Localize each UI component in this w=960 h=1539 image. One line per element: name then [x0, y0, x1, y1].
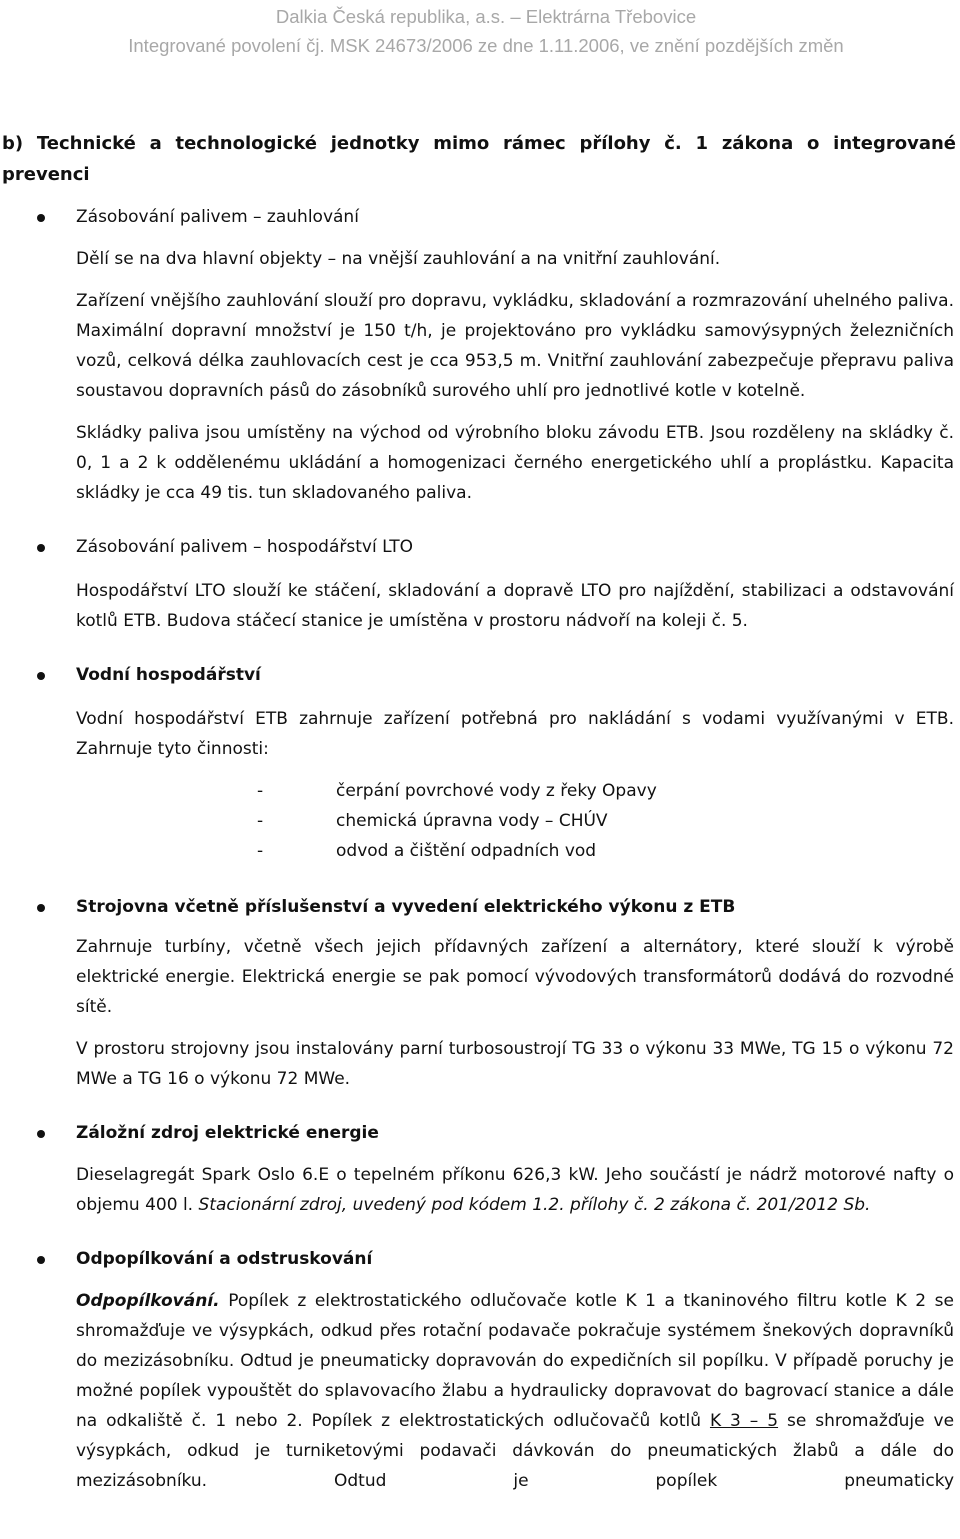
- paragraph: [76, 1160, 954, 1220]
- bullet-icon: [37, 904, 45, 912]
- bullet-icon: [37, 1130, 45, 1138]
- paragraph-text: Popílek z elektrostatického odlučovače kotle K 1 a tkaninového filtru kotle K 2 se shromažďuje ve výsypkách, odkud přes rotační podavače pokračuje systémem šnekových dopravníků do mezizásobníku. Odtud je pneumaticky dopravován do expedičních sil popílku. V případě poruchy je možné popílek vypouštět do splavovacího žlabu a hydraulicky dopravovat do bagrovací stanice a dále na odkaliště č. 1 nebo 2. Popílek z elektrostatických odlučovačů kotlů: [76, 1291, 954, 1431]
- list-item: [257, 806, 960, 836]
- bullet-item-turbine-hall: [0, 892, 960, 1094]
- bullet-icon: [37, 1256, 45, 1264]
- bullet-item-fuel-coal: [0, 202, 960, 508]
- dash-marker: -: [257, 841, 264, 861]
- bullet-heading: Zásobování palivem – zauhlování: [76, 207, 359, 227]
- document-body: [0, 128, 960, 1496]
- header-permit: Integrované povolení čj. MSK 24673/2006 ze dne 1.11.2006, ve znění pozdějších změn: [128, 35, 844, 56]
- bullet-item-fuel-lto: [0, 532, 960, 636]
- bullet-icon: [37, 544, 45, 552]
- list-item-text: odvod a čištění odpadních vod: [336, 841, 597, 861]
- lead-text: Odpopílkování.: [76, 1291, 220, 1311]
- bullet-heading: Strojovna včetně příslušenství a vyvedení elektrického výkonu z ETB: [76, 897, 736, 917]
- activity-list: [0, 776, 960, 866]
- bullet-icon: [37, 672, 45, 680]
- paragraph: V prostoru strojovny jsou instalovány parní turbosoustrojí TG 33 o výkonu 33 MWe, TG 15 o výkonu 72 MWe a TG 16 o výkonu 72 MWe.: [76, 1039, 954, 1089]
- list-item-text: čerpání povrchové vody z řeky Opavy: [336, 781, 657, 801]
- paragraph: Dělí se na dva hlavní objekty – na vnější zauhlování a na vnitřní zauhlování.: [76, 249, 721, 269]
- list-item: [257, 776, 960, 806]
- bullet-heading: Zásobování palivem – hospodářství LTO: [76, 537, 413, 557]
- bullet-item-ash-removal: [0, 1244, 960, 1496]
- underlined-text: K 3 – 5: [709, 1411, 779, 1431]
- page-header: [12, 0, 960, 60]
- paragraph: Skládky paliva jsou umístěny na východ od výrobního bloku závodu ETB. Jsou rozděleny na skládky č. 0, 1 a 2 k oddělenému ukládání a homogenizaci černého energetického uhlí a proplástku. Kapacita skládky je cca 49 tis. tun skladovaného paliva.: [76, 423, 954, 503]
- list-item: [257, 836, 960, 866]
- bullet-item-water: [0, 660, 960, 764]
- paragraph: Vodní hospodářství ETB zahrnuje zařízení potřebná pro nakládání s vodami využívanými v ETB. Zahrnuje tyto činnosti:: [76, 709, 954, 759]
- paragraph-text: Dieselagregát Spark Oslo 6.E o tepelném příkonu 626,3 kW. Jeho součástí je nádrž motorové nafty o objemu 400 l.: [76, 1165, 954, 1215]
- bullet-icon: [37, 214, 45, 222]
- paragraph-text: se shromažďuje ve výsypkách, odkud je turniketovými podavači dávkován do pneumatických žlabů a dále do mezizásobníku. Odtud je popílek pneumaticky: [76, 1411, 955, 1491]
- dash-marker: -: [257, 811, 264, 831]
- bullet-heading: Vodní hospodářství: [76, 665, 261, 685]
- bullet-item-backup-power: [0, 1118, 960, 1220]
- paragraph: [76, 1286, 954, 1496]
- list-item-text: chemická úpravna vody – CHÚV: [336, 811, 608, 831]
- dash-marker: -: [257, 781, 264, 801]
- bullet-heading: Odpopílkování a odstruskování: [76, 1249, 373, 1269]
- bullet-heading: Záložní zdroj elektrické energie: [76, 1123, 379, 1143]
- paragraph: Zařízení vnějšího zauhlování slouží pro dopravu, vykládku, skladování a rozmrazování uhelného paliva. Maximální dopravní množství je 150 t/h, je projektováno pro vykládku samovýsypných železničních vozů, celková délka zauhlovacích cest je cca 953,5 m. Vnitřní zauhlování zabezpečuje přepravu paliva soustavou dopravních pásů do zásobníků surového uhlí pro jednotlivé kotle v kotelně.: [76, 291, 954, 401]
- paragraph: Zahrnuje turbíny, včetně všech jejich přídavných zařízení a alternátory, které slouží k výrobě elektrické energie. Elektrická energie se pak pomocí vývodových transformátorů dodává do rozvodné sítě.: [76, 937, 954, 1017]
- section-title: b) Technické a technologické jednotky mimo rámec přílohy č. 1 zákona o integrované prevenci: [2, 133, 956, 185]
- italic-note: Stacionární zdroj, uvedený pod kódem 1.2. přílohy č. 2 zákona č. 201/2012 Sb.: [198, 1195, 871, 1215]
- header-company: Dalkia Česká republika, a.s. – Elektrárna Třebovice: [275, 6, 697, 27]
- paragraph: Hospodářství LTO slouží ke stáčení, skladování a dopravě LTO pro najíždění, stabilizaci a odstavování kotlů ETB. Budova stáčecí stanice je umístěna v prostoru nádvoří na koleji č. 5.: [76, 581, 954, 631]
